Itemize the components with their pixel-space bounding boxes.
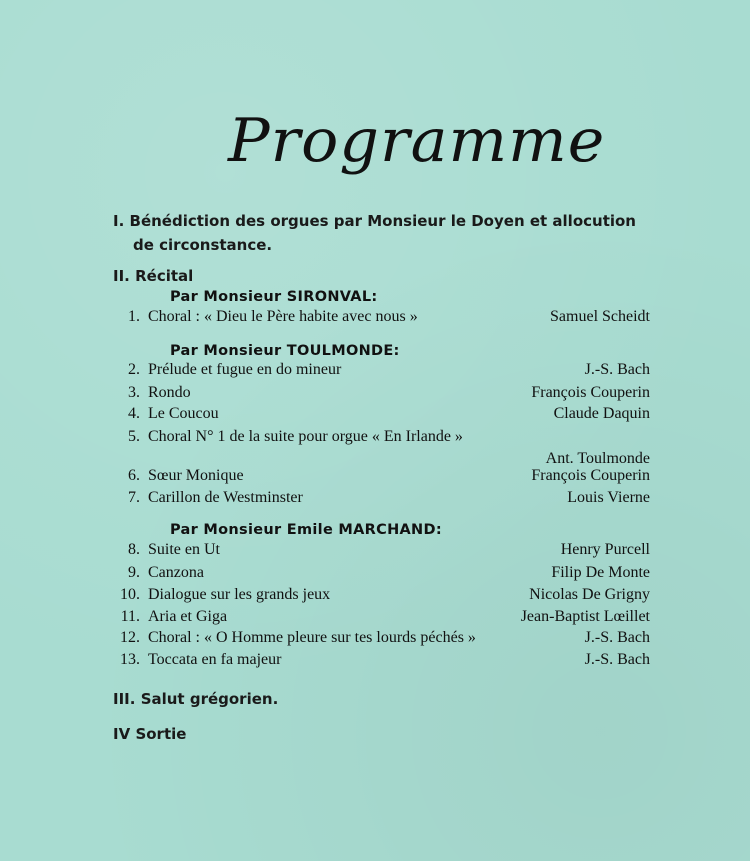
program-item — [0, 467, 750, 487]
item-work: Dialogue sur les grands jeux — [148, 586, 331, 603]
item-number: 7. — [128, 489, 140, 506]
item-work: Sœur Monique — [148, 467, 244, 484]
section-iv-numeral: IV — [113, 725, 131, 743]
item-composer: J.-S. Bach — [584, 651, 650, 668]
program-item — [0, 629, 750, 649]
item-composer: Jean-Baptist Lœillet — [520, 608, 650, 625]
section-iv — [113, 725, 186, 743]
item-composer: Nicolas De Grigny — [529, 586, 650, 603]
section-iii — [113, 690, 278, 708]
performer-heading-sironval: Par Monsieur SIRONVAL: — [170, 289, 378, 305]
item-number: 6. — [128, 467, 140, 484]
item-number: 11. — [120, 608, 140, 625]
item-work: Aria et Giga — [148, 608, 228, 625]
item-number: 5. — [128, 428, 140, 445]
item-composer: Henry Purcell — [560, 541, 650, 558]
item-number: 9. — [128, 564, 140, 581]
section-ii-label: Récital — [135, 267, 194, 285]
item-work: Choral : « O Homme pleure sur tes lourds péchés » — [148, 629, 476, 646]
item-work: Canzona — [148, 564, 204, 581]
section-iv-label: Sortie — [135, 725, 187, 743]
item-number: 2. — [128, 361, 140, 378]
program-item — [0, 405, 750, 425]
program-item — [0, 541, 750, 561]
program-item — [0, 586, 750, 606]
program-item — [0, 489, 750, 509]
section-i — [113, 212, 636, 230]
item-composer: Filip De Monte — [551, 564, 650, 581]
performer-heading-marchand: Par Monsieur Emile MARCHAND: — [170, 522, 442, 538]
item-work: Choral : « Dieu le Père habite avec nous » — [148, 308, 418, 325]
section-i-text: Bénédiction des orgues par Monsieur le Doyen et allocution — [129, 212, 636, 230]
item-composer: Ant. Toulmonde — [545, 450, 650, 467]
program-item — [0, 651, 750, 671]
item-number: 13. — [120, 651, 140, 668]
program-item — [0, 384, 750, 404]
section-i-continuation: de circonstance. — [133, 236, 273, 254]
item-work: Le Coucou — [148, 405, 219, 422]
item-number: 8. — [128, 541, 140, 558]
item-composer: J.-S. Bach — [584, 361, 650, 378]
item-number: 4. — [128, 405, 140, 422]
item-work: Rondo — [148, 384, 191, 401]
item-composer: Claude Daquin — [553, 405, 650, 422]
item-number: 1. — [128, 308, 140, 325]
item-number: 10. — [120, 586, 140, 603]
item-work: Prélude et fugue en do mineur — [148, 361, 342, 378]
program-item — [0, 308, 750, 328]
item-composer: François Couperin — [531, 384, 650, 401]
program-item — [0, 564, 750, 584]
program-item — [0, 608, 750, 628]
section-iii-label: Salut grégorien. — [140, 690, 279, 708]
item-number: 3. — [128, 384, 140, 401]
section-ii-numeral: II. — [113, 267, 130, 285]
item-work: Carillon de Westminster — [148, 489, 303, 506]
item-composer: J.-S. Bach — [584, 629, 650, 646]
item-work: Choral N° 1 de la suite pour orgue « En Irlande » — [148, 428, 463, 445]
program-item — [0, 428, 750, 467]
performer-heading-toulmonde: Par Monsieur TOULMONDE: — [170, 343, 400, 359]
item-composer: François Couperin — [531, 467, 650, 484]
item-composer: Samuel Scheidt — [550, 308, 650, 325]
item-composer: Louis Vierne — [567, 489, 650, 506]
item-work: Toccata en fa majeur — [148, 651, 282, 668]
section-ii — [113, 267, 193, 285]
section-i-numeral: I. — [113, 212, 125, 230]
item-work: Suite en Ut — [148, 541, 220, 558]
item-number: 12. — [120, 629, 140, 646]
section-iii-numeral: III. — [113, 690, 136, 708]
program-item — [0, 361, 750, 381]
page-title: Programme — [228, 106, 606, 176]
